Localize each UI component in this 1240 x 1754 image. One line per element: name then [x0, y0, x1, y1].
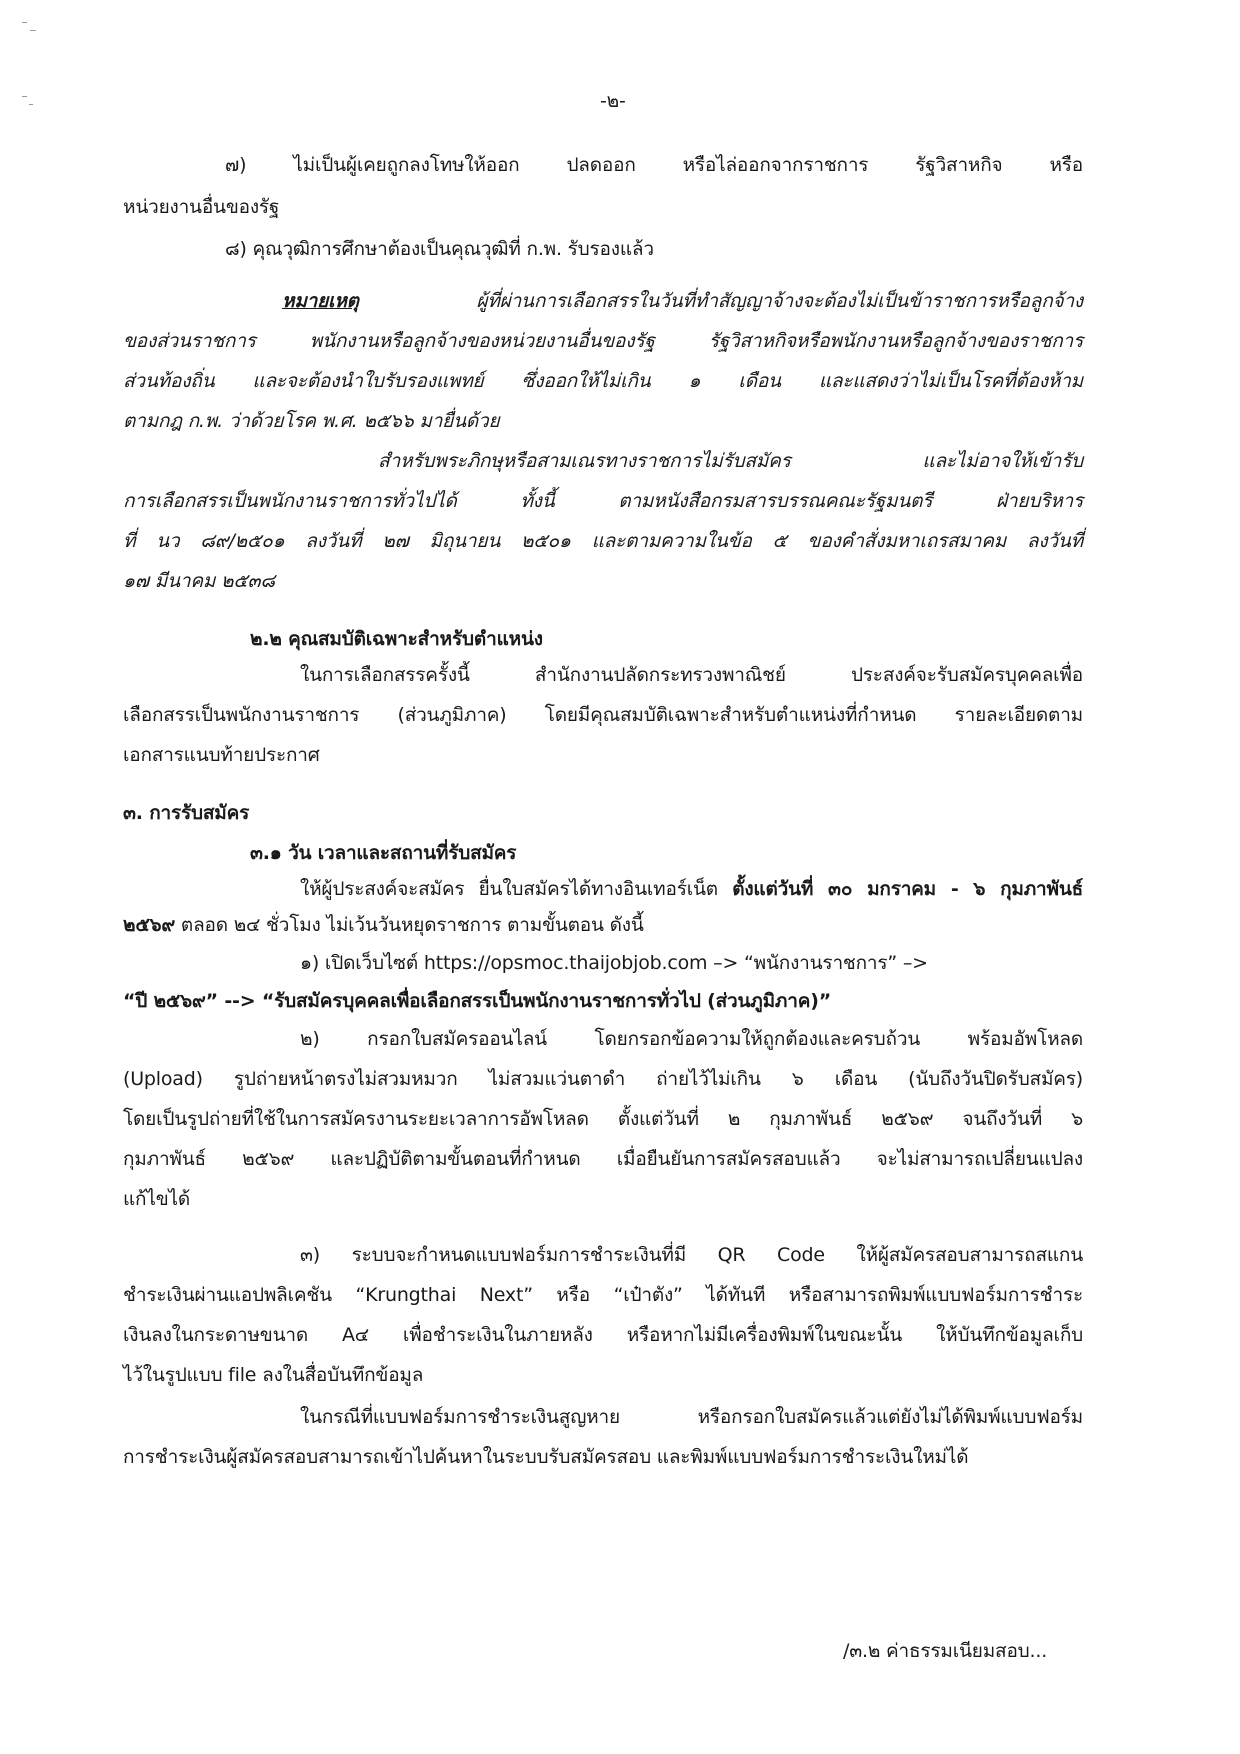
note-line-7: ที่ นว ๘๙/๒๕๐๑ ลงวันที่ ๒๗ มิถุนายน ๒๕๐๑ และตามความในข้อ ๕ ของคำสั่งมหาเถรสมาคม ลงวันที่	[123, 530, 1083, 552]
step-2-line-3: โดยเป็นรูปถ่ายที่ใช้ในการสมัครงานระยะเวลาการอัพโหลด ตั้งแต่วันที่ ๒ กุมภาพันธ์ ๒๕๖๙ จนถึงวันที่ ๖	[123, 1108, 1083, 1130]
lost-form-line-1: ในกรณีที่แบบฟอร์มการชำระเงินสูญหาย หรือกรอกใบสมัครแล้วแต่ยังไม่ได้พิมพ์แบบฟอร์ม	[300, 1406, 1083, 1428]
section-3-1-heading: ๓.๑ วัน เวลาและสถานที่รับสมัคร	[250, 842, 517, 864]
note-label: หมายเหตุ	[282, 290, 359, 312]
note-line-8: ๑๗ มีนาคม ๒๕๓๘	[123, 570, 275, 592]
application-period: ตั้งแต่วันที่ ๓๐ มกราคม - ๖ กุมภาพันธ์	[732, 878, 1084, 900]
section-3-1-intro-line-2	[123, 910, 644, 940]
step-1-line-1	[300, 948, 928, 978]
step-2-line-5: แก้ไขได้	[123, 1188, 190, 1210]
step-1-suffix: –> “พนักงานราชการ” –>	[707, 952, 928, 974]
step-3-line-3: เงินลงในกระดาษขนาด A๔ เพื่อชำระเงินในภายหลัง หรือหากไม่มีเครื่องพิมพ์ในขณะนั้น ให้บันทึกข้อมูลเก็บ	[123, 1324, 1083, 1346]
step-2-line-1: ๒) กรอกใบสมัครออนไลน์ โดยกรอกข้อความให้ถูกต้องและครบถ้วน พร้อมอัพโหลด	[300, 1028, 1083, 1050]
section-2-2-line-1: ในการเลือกสรรครั้งนี้ สำนักงานปลัดกระทรวงพาณิชย์ ประสงค์จะรับสมัครบุคคลเพื่อ	[300, 664, 1083, 686]
scan-artifact	[30, 30, 36, 31]
note-line-5: สำหรับพระภิกษุหรือสามเณรทางราชการไม่รับสมัคร และไม่อาจให้เข้ารับ	[378, 450, 1083, 472]
section-3-heading: ๓. การรับสมัคร	[123, 802, 250, 824]
application-year: ๒๕๖๙	[123, 914, 176, 936]
step-2-line-2: (Upload) รูปถ่ายหน้าตรงไม่สวมหมวก ไม่สวมแว่นตาดำ ถ่ายไว้ไม่เกิน ๖ เดือน (นับถึงวันปิดรับสมัคร)	[123, 1068, 1083, 1090]
step-1-prefix: ๑) เปิดเว็บไซต์	[300, 952, 424, 974]
note-line-1	[282, 286, 1083, 316]
scan-artifact	[29, 104, 33, 105]
item-7-line-2: หน่วยงานอื่นของรัฐ	[123, 196, 280, 218]
lost-form-line-2: การชำระเงินผู้สมัครสอบสามารถเข้าไปค้นหาในระบบรับสมัครสอบ และพิมพ์แบบฟอร์มการชำระเงินใหม่ได้	[123, 1446, 969, 1468]
section-2-2-line-3: เอกสารแนบท้ายประกาศ	[123, 744, 320, 766]
step-1-line-2: “ปี ๒๕๖๙” --> “รับสมัครบุคคลเพื่อเลือกสรรเป็นพนักงานราชการทั่วไป (ส่วนภูมิภาค)”	[123, 990, 831, 1012]
continuation-footer: /๓.๒ ค่าธรรมเนียมสอบ...	[843, 1640, 1048, 1662]
note-line-2: ของส่วนราชการ พนักงานหรือลูกจ้างของหน่วยงานอื่นของรัฐ รัฐวิสาหกิจหรือพนักงานหรือลูกจ้างของราชการ	[123, 330, 1083, 352]
note-line-3: ส่วนท้องถิ่น และจะต้องนำใบรับรองแพทย์ ซึ่งออกให้ไม่เกิน ๑ เดือน และแสดงว่าไม่เป็นโรคที่ต้องห้าม	[123, 370, 1083, 392]
intro-text: ให้ผู้ประสงค์จะสมัคร ยื่นใบสมัครได้ทางอินเทอร์เน็ต	[300, 878, 733, 900]
section-2-2-heading: ๒.๒ คุณสมบัติเฉพาะสำหรับตำแหน่ง	[250, 628, 543, 650]
section-2-2-line-2: เลือกสรรเป็นพนักงานราชการ (ส่วนภูมิภาค) โดยมีคุณสมบัติเฉพาะสำหรับตำแหน่งที่กำหนด รายละเอียดตาม	[123, 704, 1083, 726]
step-3-line-2: ชำระเงินผ่านแอปพลิเคชัน “Krungthai Next” หรือ “เป๋าตัง” ได้ทันที หรือสามารถพิมพ์แบบฟอร์มการชำระ	[123, 1284, 1083, 1306]
step-3-line-4: ไว้ในรูปแบบ file ลงในสื่อบันทึกข้อมูล	[123, 1364, 424, 1386]
note-line-6: การเลือกสรรเป็นพนักงานราชการทั่วไปได้ ทั้งนี้ ตามหนังสือกรมสารบรรณคณะรัฐมนตรี ฝ่ายบริหาร	[123, 490, 1083, 512]
website-url[interactable]: https://opsmoc.thaijobjob.com	[423, 952, 708, 974]
step-3-line-1: ๓) ระบบจะกำหนดแบบฟอร์มการชำระเงินที่มี QR Code ให้ผู้สมัครสอบสามารถสแกน	[300, 1244, 1083, 1266]
page-number: -๒-	[600, 90, 626, 112]
item-7-line-1: ๗) ไม่เป็นผู้เคยถูกลงโทษให้ออก ปลดออก หรือไล่ออกจากราชการ รัฐวิสาหกิจ หรือ	[225, 154, 1083, 176]
item-8: ๘) คุณวุฒิการศึกษาต้องเป็นคุณวุฒิที่ ก.พ. รับรองแล้ว	[225, 238, 654, 260]
section-3-1-intro-line-1	[300, 874, 1083, 904]
scan-artifact	[22, 96, 27, 97]
note-line-4: ตามกฎ ก.พ. ว่าด้วยโรค พ.ศ. ๒๕๖๖ มายื่นด้วย	[123, 410, 500, 432]
intro-text-cont: ตลอด ๒๔ ชั่วโมง ไม่เว้นวันหยุดราชการ ตามขั้นตอน ดังนี้	[175, 914, 644, 936]
scan-artifact	[22, 22, 27, 23]
step-2-line-4: กุมภาพันธ์ ๒๕๖๙ และปฏิบัติตามขั้นตอนที่กำหนด เมื่อยืนยันการสมัครสอบแล้ว จะไม่สามารถเปลี่ยนแปลง	[123, 1148, 1083, 1170]
note-text: ผู้ที่ผ่านการเลือกสรรในวันที่ทำสัญญาจ้างจะต้องไม่เป็นข้าราชการหรือลูกจ้าง	[476, 290, 1083, 312]
